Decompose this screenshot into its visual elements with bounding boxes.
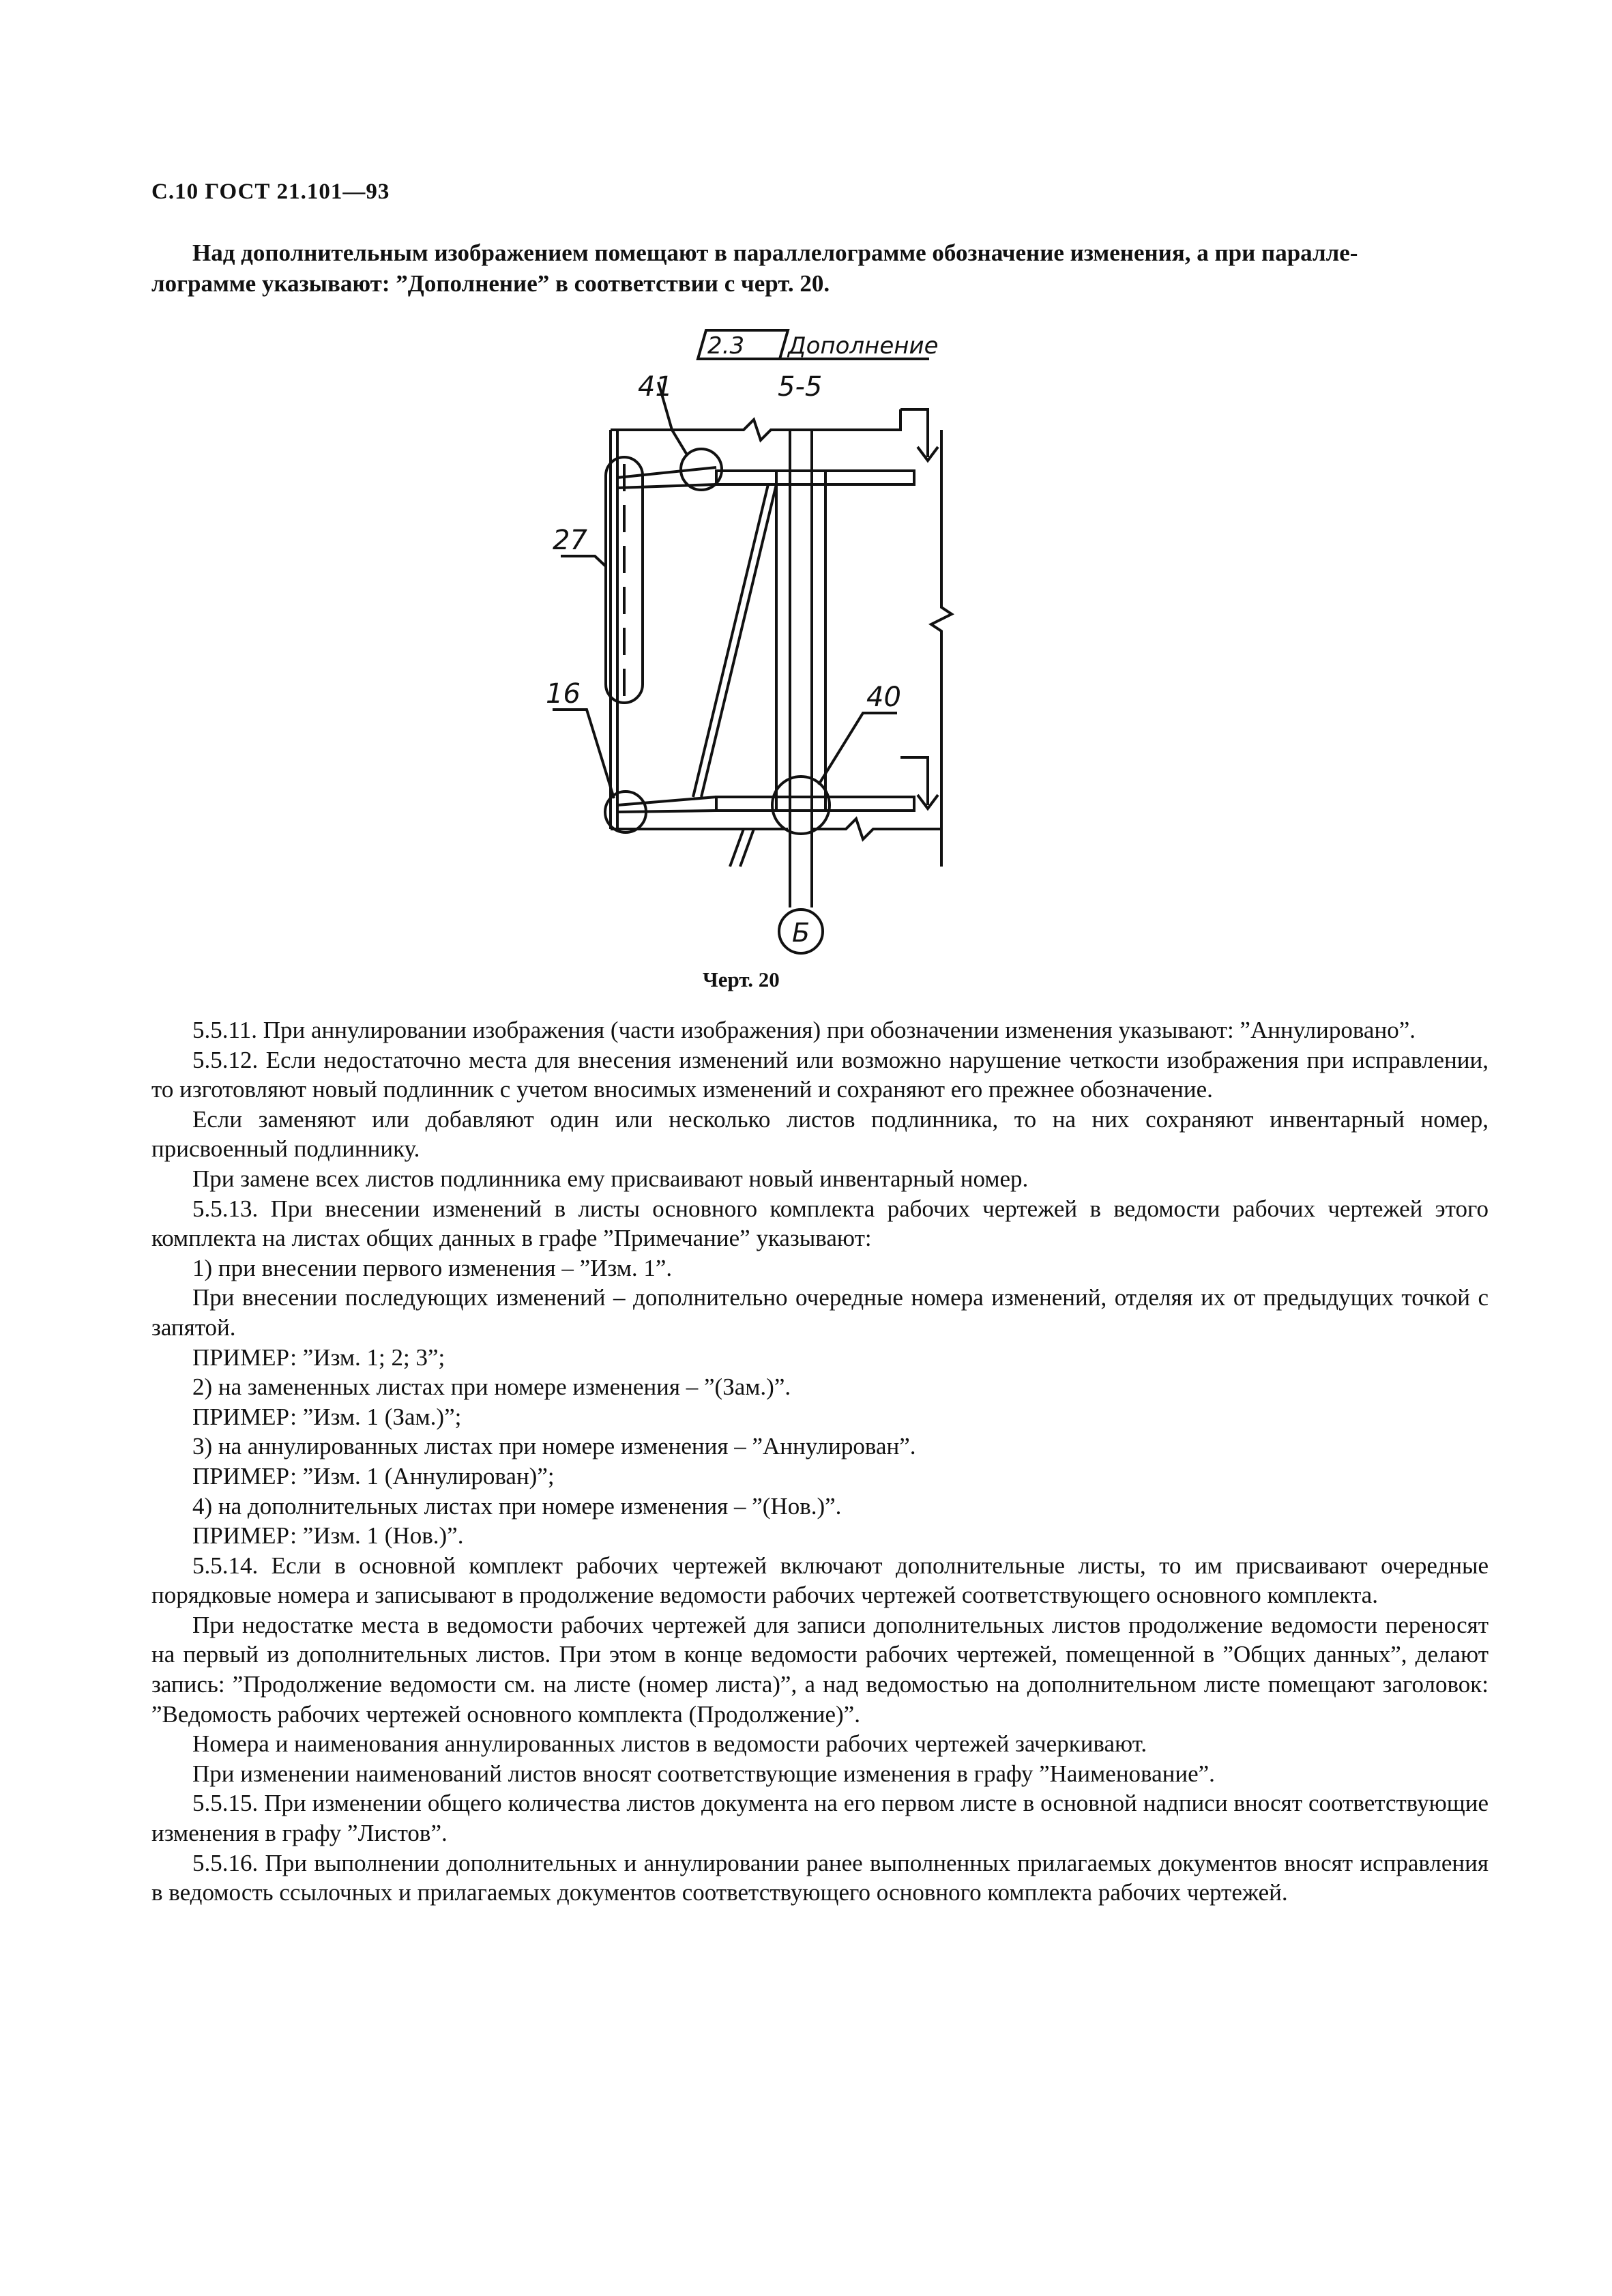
axis-label: Б: [792, 918, 810, 948]
paragraph: При замене всех листов подлинника ему присваивают новый инвентарный номер.: [192, 1165, 1029, 1192]
leader-40: [819, 713, 897, 785]
paragraph-5-5-15: 5.5.15. При изменении общего количества листов документа на его первом листе в основной надписи вносят соответствующие изменения в графу ”Листов”.: [151, 1790, 1489, 1847]
paragraph: Номера и наименования аннулированных листов в ведомости рабочих чертежей зачеркивают.: [192, 1730, 1147, 1758]
paragraph: При изменении наименований листов вносят соответствующие изменения в графу ”Наименование”.: [192, 1760, 1215, 1787]
bottom-plate: [716, 797, 914, 811]
paragraph: Если заменяют или добавляют один или несколько листов подлинника, то на них сохраняют инвентарный номер, присвоенный подлиннику.: [151, 1105, 1489, 1163]
callout-16: 16: [546, 678, 581, 710]
example-line: ПРИМЕР: ”Изм. 1 (Нов.)”.: [192, 1522, 464, 1550]
page-header: С.10 ГОСТ 21.101—93: [151, 179, 390, 204]
example-line: ПРИМЕР: ”Изм. 1; 2; 3”;: [192, 1343, 445, 1371]
callout-41: 41: [638, 371, 673, 403]
section-drawing: [518, 321, 1010, 955]
top-level-mark: [900, 409, 938, 461]
list-item: 4) на дополнительных листах при номере изменения – ”(Нов.)”.: [192, 1492, 842, 1520]
example-line: ПРИМЕР: ”Изм. 1 (Зам.)”;: [192, 1403, 462, 1430]
leader-27: [561, 556, 606, 566]
top-break-line: [611, 409, 900, 440]
figure-caption: Черт. 20: [703, 968, 780, 991]
callout-40: 40: [866, 682, 901, 713]
intro-paragraph: [151, 237, 1489, 299]
list-item: 3) на аннулированных листах при номере изменения – ”Аннулирован”.: [192, 1433, 916, 1460]
paragraph-5-5-16: 5.5.16. При выполнении дополнительных и аннулировании ранее выполненных прилагаемых документов вносят исправления в ведомость ссылочных и прилагаемых документов соответствующего основного комплекта рабочих чертежей.: [151, 1849, 1489, 1906]
intro-line-2: лограмме указывают: ”Дополнение” в соответствии с черт. 20.: [151, 270, 830, 297]
diagonal-brace: [701, 484, 776, 797]
intro-line-1: Над дополнительным изображением помещают в параллелограмме обозначение изменения, а при паралле-: [192, 239, 1358, 266]
bottom-level-mark: [900, 757, 938, 809]
detail-circle-40: [772, 776, 830, 834]
leader-16: [553, 710, 614, 798]
example-line: ПРИМЕР: ”Изм. 1 (Аннулирован)”;: [192, 1462, 555, 1490]
paragraph-5-5-13: 5.5.13. При внесении изменений в листы основного комплекта рабочих чертежей в ведомости рабочих чертежей этого комплекта на листах общих данных в графе ”Примечание” указывают:: [151, 1195, 1489, 1252]
body-text: [151, 1015, 1489, 1908]
addition-label: Дополнение: [788, 332, 939, 360]
list-item: 2) на замененных листах при номере изменения – ”(Зам.)”.: [192, 1374, 791, 1401]
paragraph: При недостатке места в ведомости рабочих чертежей для записи дополнительных листов продолжение ведомости переносят на первый из дополнительных листов. При этом в конце ведомости рабочих чертежей, помещенной в ”Общих данных”, делают запись: ”Продолжение ведомости см. на листе (номер листа)”, а над ведомостью на дополнительном листе помещают заголовок: ”Ведомость рабочих чертежей основного комплекта (Продолжение)”.: [151, 1611, 1489, 1728]
top-plate: [716, 471, 914, 484]
callout-27: 27: [553, 525, 587, 556]
paragraph-5-5-12: 5.5.12. Если недостаточно места для внесения изменений или возможно нарушение четкости изображения при исправлении, то изготовляют новый подлинник с учетом вносимых изменений и сохраняют его прежнее обозначение.: [151, 1046, 1489, 1103]
change-number: 2.3: [707, 332, 745, 360]
section-label: 5-5: [778, 371, 823, 403]
paragraph: При внесении последующих изменений – дополнительно очередные номера изменений, отделяя их от предыдущих точкой с запятой.: [151, 1284, 1489, 1341]
list-item: 1) при внесении первого изменения – ”Изм. 1”.: [192, 1254, 673, 1281]
paragraph-5-5-14: 5.5.14. Если в основной комплект рабочих чертежей включают дополнительные листы, то им присваивают очередные порядковые номера и записывают в продолжение ведомости рабочих чертежей соответствующего основного комплекта.: [151, 1552, 1489, 1609]
drawing-figure: [518, 321, 1010, 959]
paragraph-5-5-11: 5.5.11. При аннулировании изображения (части изображения) при обозначении изменения указывают: ”Аннулировано”.: [192, 1017, 1416, 1043]
